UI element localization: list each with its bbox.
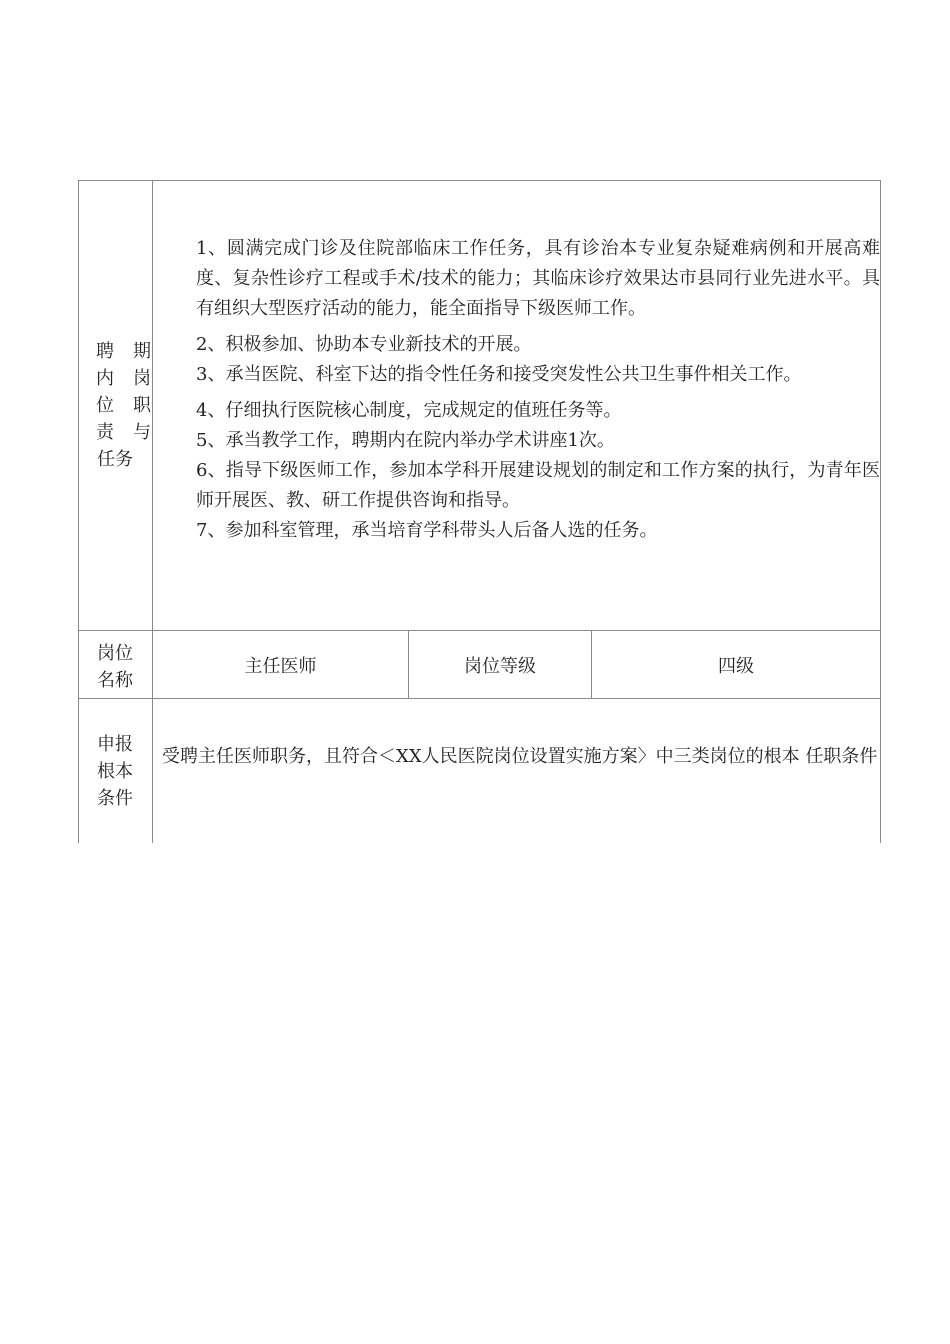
- position-name-cell: [152, 631, 408, 698]
- conditions-label-cell: [78, 699, 152, 843]
- duty-item: 6、指导下级医师工作，参加本学科开展建设规划的制定和工作方案的执行，为青年医师开展医、教、研工作提供咨询和指导。: [196, 460, 880, 511]
- position-label-cell: [78, 631, 152, 698]
- duty-item: 2、积极参加、协助本专业新技术的开展。: [196, 334, 532, 355]
- conditions-label-line: 根本: [97, 761, 133, 782]
- duty-item: 5、承当教学工作，聘期内在院内举办学术讲座1次。: [196, 430, 615, 451]
- conditions-label: [79, 699, 152, 812]
- conditions-text: 受聘主任医师职务，且符合＜XX人民医院岗位设置实施方案〉中三类岗位的根本 任职条件: [162, 746, 878, 767]
- conditions-row: [78, 699, 881, 843]
- duties-label-line: 任务: [97, 449, 133, 470]
- position-grade-value-cell: [591, 631, 881, 698]
- position-label-line: 名称: [97, 670, 133, 691]
- position-row: [78, 631, 881, 699]
- duty-item: 7、参加科室管理，承当培育学科带头人后备人选的任务。: [196, 520, 658, 541]
- position-label: [79, 631, 152, 694]
- position-grade-label-cell: [408, 631, 591, 698]
- duties-label-line: 聘 期: [96, 341, 151, 362]
- position-grade-value: 四级: [718, 655, 754, 677]
- conditions-content-cell: [152, 699, 881, 843]
- position-label-line: 岗位: [97, 643, 133, 664]
- duties-label-line: 内 岗: [96, 368, 151, 389]
- duty-item: 3、承当医院、科室下达的指令性任务和接受突发性公共卫生事件相关工作。: [196, 364, 802, 385]
- duties-label-line: 责 与: [96, 422, 151, 443]
- duty-item: 4、仔细执行医院核心制度，完成规定的值班任务等。: [196, 400, 622, 421]
- duties-label-cell: [78, 181, 152, 630]
- duty-item: 1、圆满完成门诊及住院部临床工作任务，具有诊治本专业复杂疑难病例和开展高难度、复杂性诊疗工程或手术/技术的能力；其临床诊疗效果达市县同行业先进水平。具有组织大型医疗活动的能力，能全面指导下级医师工作。: [196, 238, 880, 319]
- duties-label-line: 位 职: [96, 395, 151, 416]
- duties-label: [79, 181, 152, 473]
- duties-row: [78, 181, 881, 631]
- position-grade-label: 岗位等级: [464, 655, 536, 677]
- position-name-value: 主任医师: [244, 655, 317, 677]
- duties-content-cell: [152, 181, 881, 630]
- conditions-label-line: 条件: [97, 788, 133, 809]
- conditions-label-line: 申报: [97, 734, 133, 755]
- job-description-table: [78, 180, 881, 843]
